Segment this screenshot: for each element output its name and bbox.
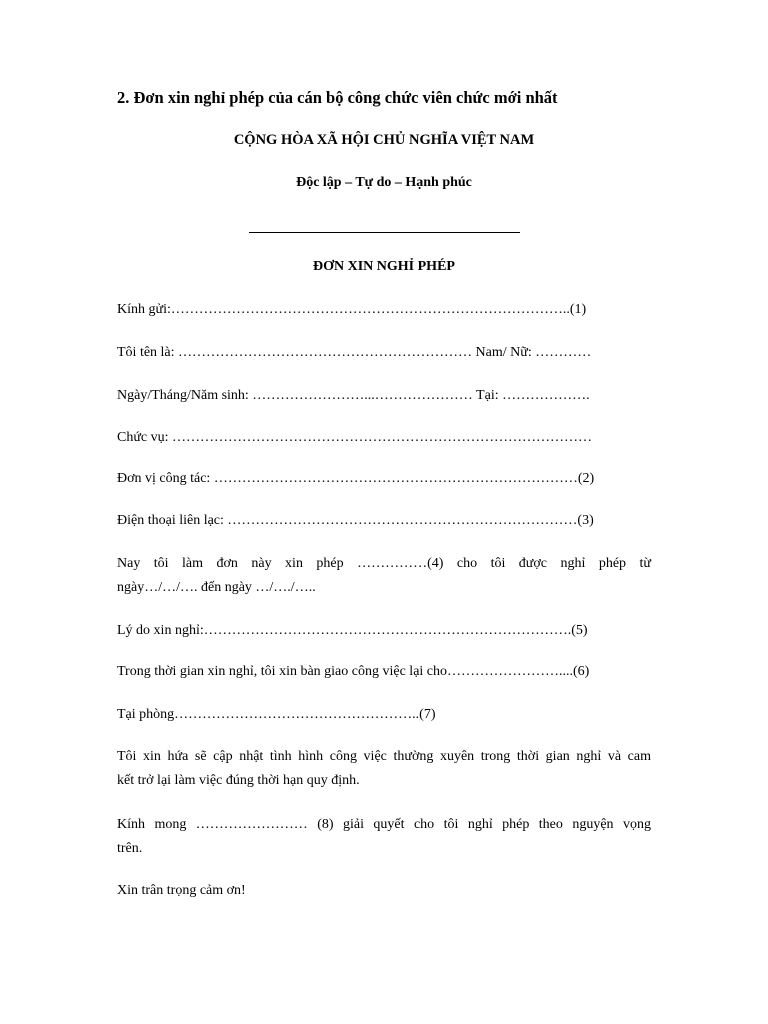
form-title: ĐƠN XIN NGHỈ PHÉP <box>313 259 455 274</box>
line-phone: Điện thoại liên lạc: …………………………………………………………………(3) <box>117 513 594 528</box>
divider-line <box>249 232 520 233</box>
request-line-2: trên. <box>117 841 143 856</box>
line-birth-date: Ngày/Tháng/Năm sinh: ……………………...………………… Tại: ………………. <box>117 388 590 403</box>
request-line-1: Kính mong …………………… (8) giải quyết cho tôi nghỉ phép theo nguyện vọng <box>117 817 651 832</box>
line-handover: Trong thời gian xin nghỉ, tôi xin bàn giao công việc lại cho……………………....(6) <box>117 664 590 679</box>
line-work-unit: Đơn vị công tác: ……………………………………………………………………(2) <box>117 471 595 486</box>
leave-request-line-2: ngày…/…/…. đến ngày …/…./….. <box>117 580 316 595</box>
line-recipient: Kính gửi:…………………………………………………………………………..(1) <box>117 302 587 317</box>
line-full-name: Tôi tên là: ……………………………………………………… Nam/ Nữ: ………… <box>117 345 592 360</box>
section-heading: 2. Đơn xin nghỉ phép của cán bộ công chức viên chức mới nhất <box>117 88 558 107</box>
commitment-line-1: Tôi xin hứa sẽ cập nhật tình hình công việc thường xuyên trong thời gian nghỉ và cam <box>117 749 651 764</box>
national-motto: Độc lập – Tự do – Hạnh phúc <box>296 175 472 190</box>
paragraph-leave-request <box>117 552 651 600</box>
line-thanks: Xin trân trọng cảm ơn! <box>117 883 246 898</box>
paragraph-commitment <box>117 745 651 793</box>
commitment-line-2: kết trở lại làm việc đúng thời hạn quy định. <box>117 773 360 788</box>
line-reason: Lý do xin nghỉ:…………………………………………………………………….(5) <box>117 623 588 638</box>
paragraph-request <box>117 813 651 861</box>
national-title: CỘNG HÒA XÃ HỘI CHỦ NGHĨA VIỆT NAM <box>233 132 535 148</box>
line-position: Chức vụ: ……………………………………………………………………………… <box>117 430 593 445</box>
line-department: Tại phòng……………………………………………..(7) <box>117 707 436 722</box>
leave-request-line-1: Nay tôi làm đơn này xin phép ……………(4) cho tôi được nghỉ phép từ <box>117 556 651 571</box>
